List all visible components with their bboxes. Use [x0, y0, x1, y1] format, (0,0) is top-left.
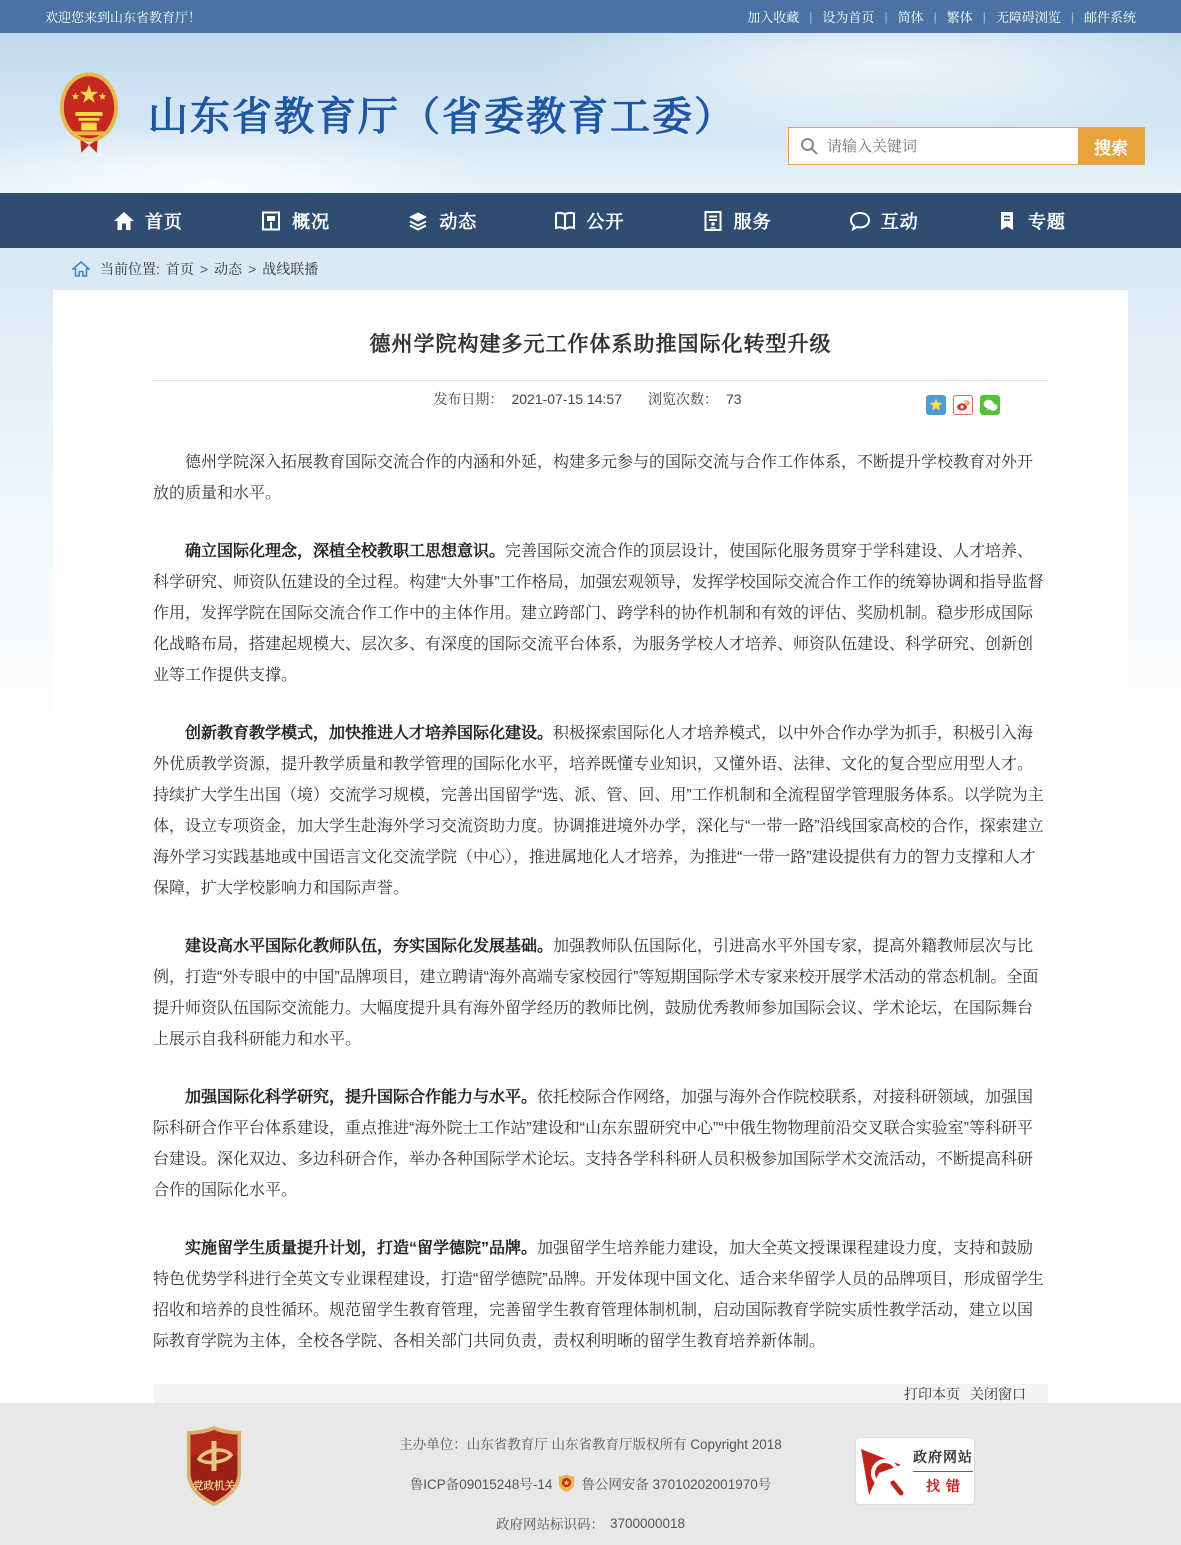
search-button[interactable]: 搜索 [1078, 128, 1144, 164]
nav-item-overview[interactable] [259, 208, 330, 234]
findwrong-title: 政府网站 [913, 1447, 973, 1472]
nav-label: 互动 [880, 211, 919, 232]
publish-date: 2021-07-15 14:57 [511, 391, 622, 407]
paragraph-lead: 创新教育教学模式，加快推进人才培养国际化建设。 [185, 725, 554, 742]
nav-item-topics[interactable] [995, 208, 1066, 234]
article-paragraph [153, 931, 1048, 1055]
nav-item-home[interactable] [112, 208, 183, 234]
separator: | [1070, 9, 1074, 24]
link-set-homepage[interactable]: 设为首页 [822, 10, 875, 25]
chat-bubble-icon [848, 209, 872, 233]
footer-info [0, 1433, 1181, 1545]
article-action-bar [153, 1384, 1048, 1404]
service-doc-icon [701, 209, 725, 233]
article-card [53, 290, 1128, 1403]
footer-line-3 [0, 1513, 1181, 1533]
weibo-share-icon[interactable] [953, 395, 973, 415]
findwrong-action: 找错 [926, 1477, 966, 1494]
home-icon [112, 209, 136, 233]
wechat-share-icon[interactable] [980, 395, 1000, 415]
paragraph-text: 完善国际交流合作的顶层设计，使国际化服务贯穿于学科建设、人才培养、科学研究、师资队伍建设的全过程。构建“大外事”工作格局，加强宏观领导，发挥学校国际交流合作工作的统筹协调和指导监督作用，发挥学院在国际交流合作工作中的主体作用。建立跨部门、跨学科的协作机制和有效的评估、奖励机制。稳步形成国际化战略布局，搭建起规模大、层次多、有深度的国际交流平台体系，为服务学校人才培养、师资队伍建设、科学研究、创新创业等工作提供支撑。 [153, 543, 1044, 684]
nav-item-interaction[interactable] [848, 208, 919, 234]
police-badge-icon [558, 1474, 575, 1492]
share-icons [926, 395, 1000, 415]
link-accessibility[interactable]: 无障碍浏览 [995, 10, 1061, 25]
paragraph-text: 德州学院深入拓展教育国际交流合作的内涵和外延，构建多元参与的国际交流与合作工作体系，不断提升学校教育对外开放的质量和水平。 [153, 454, 1034, 502]
paragraph-text: 加强留学生培养能力建设，加大全英文授课课程建设力度，支持和鼓励特色优势学科进行全英文专业课程建设，打造“留学德院”品牌。开发体现中国文化、适合来华留学人员的品牌项目，形成留学生招收和培养的良性循环。规范留学生教育管理，完善留学生教育管理体制机制，启动国际教育学院实质性教学活动，建立以国际教育学院为主体，全校各学院、各相关部门共同负责，责权利明晰的留学生教育培养新体制。 [153, 1240, 1044, 1350]
print-page-link[interactable]: 打印本页 [904, 1386, 960, 1402]
welcome-text: 欢迎您来到山东省教育厅！ [45, 10, 202, 25]
police-record-link[interactable]: 鲁公网安备 37010202001970号 [581, 1477, 772, 1492]
article-paragraph [153, 1082, 1048, 1206]
nav-label: 概况 [292, 211, 331, 232]
article-body [153, 447, 1048, 1384]
site-title: 山东省教育厅（省委教育工委） [148, 94, 736, 139]
breadcrumb-news[interactable]: 动态 [214, 261, 243, 277]
divider [153, 380, 1048, 381]
host-copyright-text: 主办单位：山东省教育厅 山东省教育厅版权所有 Copyright 2018 [399, 1437, 782, 1452]
nav-label: 公开 [586, 211, 625, 232]
link-add-favorite[interactable]: 加入收藏 [747, 10, 800, 25]
views-label: 浏览次数： [647, 391, 718, 407]
views-count: 73 [725, 391, 742, 407]
separator: | [982, 9, 986, 24]
paragraph-lead: 确立国际化理念，深植全校教职工思想意识。 [185, 543, 506, 560]
nav-label: 首页 [145, 211, 183, 232]
main-nav [0, 193, 1181, 248]
nav-item-open[interactable] [553, 208, 624, 234]
close-window-link[interactable]: 关闭窗口 [970, 1386, 1026, 1402]
breadcrumb-prefix: 当前位置: [100, 261, 160, 277]
footer-line-1 [0, 1433, 1181, 1453]
paragraph-lead: 实施留学生质量提升计划，打造“留学德院”品牌。 [185, 1240, 538, 1257]
nav-item-service[interactable] [701, 208, 772, 234]
separator: | [933, 9, 937, 24]
article-paragraph [153, 536, 1048, 691]
site-logo[interactable] [58, 71, 736, 155]
article-title: 德州学院构建多元工作体系助推国际化转型升级 [369, 333, 832, 356]
site-header [0, 33, 1181, 193]
nav-label: 专题 [1027, 211, 1066, 232]
nav-label: 动态 [439, 211, 478, 232]
breadcrumb-home[interactable]: 首页 [165, 261, 194, 277]
link-traditional[interactable]: 繁体 [946, 10, 973, 25]
news-stack-icon [406, 209, 430, 233]
search-box [788, 127, 1145, 165]
site-code-label: 政府网站标识码： [495, 1517, 604, 1532]
breadcrumb-separator: > [199, 261, 209, 277]
nav-label: 服务 [733, 211, 772, 232]
separator: | [809, 9, 813, 24]
paragraph-text: 积极探索国际化人才培养模式，以中外合作办学为抓手，积极引入海外优质教学资源，提升教学质量和教学管理的国际化水平，培养既懂专业知识，又懂外语、法律、文化的复合型应用型人才。持续扩大学生出国（境）交流学习规模，完善出国留学“选、派、管、回、用”工作机制和全流程留学管理服务体系。以学院为主体，设立专项资金，加大学生赴海外学习交流资助力度。协调推进境外办学，深化与“一带一路”沿线国家高校的合作，探索建立海外学习实践基地或中国语言文化交流学院（中心），推进属地化人才培养，为推进“一带一路”建设提供有力的智力支撑和人才保障，扩大学校影响力和国际声誉。 [153, 725, 1044, 897]
search-icon [799, 136, 819, 156]
article-meta [153, 389, 1048, 409]
footer-line-2 [0, 1473, 1181, 1493]
findwrong-magnifier-icon [855, 1443, 907, 1499]
top-utility-bar [0, 0, 1181, 33]
footer [0, 1403, 1181, 1545]
gov-site-findwrong-badge[interactable] [855, 1437, 975, 1505]
svg-text:党政机关: 党政机关 [193, 1480, 235, 1492]
article-paragraph [153, 447, 1048, 509]
breadcrumb [0, 248, 1181, 290]
search-input[interactable] [789, 128, 1078, 164]
findwrong-text [913, 1447, 973, 1496]
article-paragraph [153, 718, 1048, 904]
open-book-icon [553, 209, 577, 233]
link-simplified[interactable]: 简体 [897, 10, 924, 25]
overview-icon [259, 209, 283, 233]
breadcrumb-current[interactable]: 战线联播 [262, 261, 319, 277]
paragraph-lead: 建设高水平国际化教师队伍，夯实国际化发展基础。 [185, 938, 554, 955]
topic-page-icon [995, 209, 1019, 233]
publish-date-label: 发布日期： [433, 391, 504, 407]
icp-record-link[interactable]: 鲁ICP备09015248号-14 [409, 1477, 553, 1492]
link-mail-system[interactable]: 邮件系统 [1083, 10, 1136, 25]
article-paragraph [153, 1233, 1048, 1357]
breadcrumb-home-icon [72, 261, 90, 277]
topbar-links [747, 7, 1136, 26]
nav-item-news[interactable] [406, 208, 477, 234]
breadcrumb-separator: > [248, 261, 257, 277]
paragraph-text: 加强教师队伍国际化，引进高水平外国专家，提高外籍教师层次与比例，打造“外专眼中的中国”品牌项目，建立聘请“海外高端专家校园行”等短期国际学术专家来校开展学术活动的常态机制。全面提升师资队伍国际交流能力。大幅度提升具有海外留学经历的教师比例，鼓励优秀教师参加国际会议、学术论坛，在国际舞台上展示自我科研能力和水平。 [153, 938, 1039, 1048]
national-emblem-icon [58, 71, 120, 155]
separator: | [884, 9, 888, 24]
paragraph-lead: 加强国际化科学研究，提升国际合作能力与水平。 [185, 1089, 538, 1106]
qzone-share-icon[interactable] [926, 395, 946, 415]
site-code-value: 3700000018 [609, 1515, 686, 1531]
paragraph-text: 依托校际合作网络，加强与海外合作院校联系，对接科研领域，加强国际科研合作平台体系建设，重点推进“海外院士工作站”建设和“山东东盟研究中心”“中俄生物物理前沿交叉联合实验室”等科研平台建设。深化双边、多边科研合作，举办各种国际学术论坛。支持各学科科研人员积极参加国际学术交流活动，不断提高科研合作的国际化水平。 [153, 1089, 1034, 1199]
